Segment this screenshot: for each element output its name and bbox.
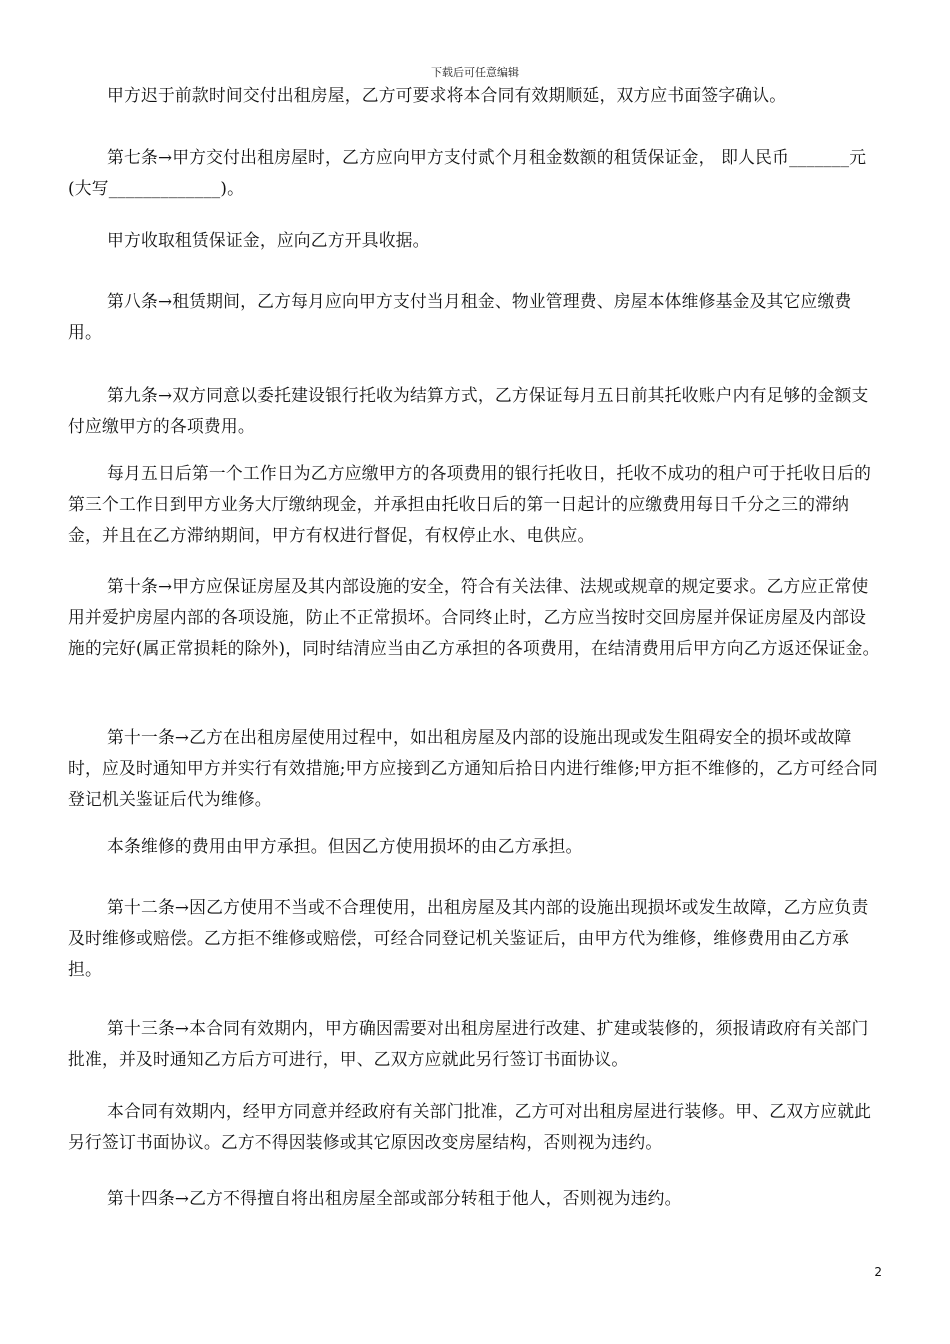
paragraph-article10: 第十条→甲方应保证房屋及其内部设施的安全，符合有关法律、法规或规章的规定要求。乙方应正常使用并爱护房屋内部的各项设施，防止不正常损坏。合同终止时，乙方应当按时交回房屋并保证房屋及内部设施的完好(属正常损耗的除外)，同时结清应当由乙方承担的各项费用，在结清费用后甲方向乙方返还保证金。 [68, 576, 880, 658]
paragraph-article7: 第七条→甲方交付出租房屋时，乙方应向甲方支付贰个月租金数额的租赁保证金， 即人民币_______元(大写_____________)。 [68, 147, 867, 198]
paragraph-article6-continued: 甲方迟于前款时间交付出租房屋，乙方可要求将本合同有效期顺延，双方应书面签字确认。 [107, 85, 787, 105]
paragraph-collection-day: 每月五日后第一个工作日为乙方应缴甲方的各项费用的银行托收日，托收不成功的租户可于托收日后的第三个工作日到甲方业务大厅缴纳现金，并承担由托收日后的第一日起计的应缴费用每日千分之三的滞纳金，并且在乙方滞纳期间，甲方有权进行督促，有权停止水、电供应。 [68, 463, 872, 545]
paragraph-article13: 第十三条→本合同有效期内，甲方确因需要对出租房屋进行改建、扩建或装修的，须报请政府有关部门批准，并及时通知乙方后方可进行，甲、乙双方应就此另行签订书面协议。 [68, 1018, 869, 1069]
paragraph-renovation: 本合同有效期内，经甲方同意并经政府有关部门批准，乙方可对出租房屋进行装修。甲、乙双方应就此另行签订书面协议。乙方不得因装修或其它原因改变房屋结构，否则视为违约。 [68, 1101, 872, 1152]
paragraph-article9: 第九条→双方同意以委托建设银行托收为结算方式，乙方保证每月五日前其托收账户内有足够的金额支付应缴甲方的各项费用。 [68, 385, 869, 436]
paragraph-deposit-receipt: 甲方收取租赁保证金，应向乙方开具收据。 [107, 230, 430, 250]
paragraph-article8: 第八条→租赁期间，乙方每月应向甲方支付当月租金、物业管理费、房屋本体维修基金及其它应缴费用。 [68, 291, 852, 342]
paragraph-article12: 第十二条→因乙方使用不当或不合理使用，出租房屋及其内部的设施出现损坏或发生故障，乙方应负责及时维修或赔偿。乙方拒不维修或赔偿，可经合同登记机关鉴证后，由甲方代为维修，维修费用由乙方承担。 [68, 897, 869, 979]
paragraph-repair-cost: 本条维修的费用由甲方承担。但因乙方使用损坏的由乙方承担。 [107, 836, 583, 856]
paragraph-article11: 第十一条→乙方在出租房屋使用过程中，如出租房屋及内部的设施出现或发生阻碍安全的损坏或故障时，应及时通知甲方并实行有效措施;甲方应接到乙方通知后拾日内进行维修;甲方拒不维修的，乙方可经合同登记机关鉴证后代为维修。 [68, 727, 878, 809]
paragraph-article14: 第十四条→乙方不得擅自将出租房屋全部或部分转租于他人，否则视为违约。 [107, 1188, 682, 1208]
page-number: 2 [874, 1265, 882, 1279]
page-header-note: 下载后可任意编辑 [431, 66, 519, 79]
